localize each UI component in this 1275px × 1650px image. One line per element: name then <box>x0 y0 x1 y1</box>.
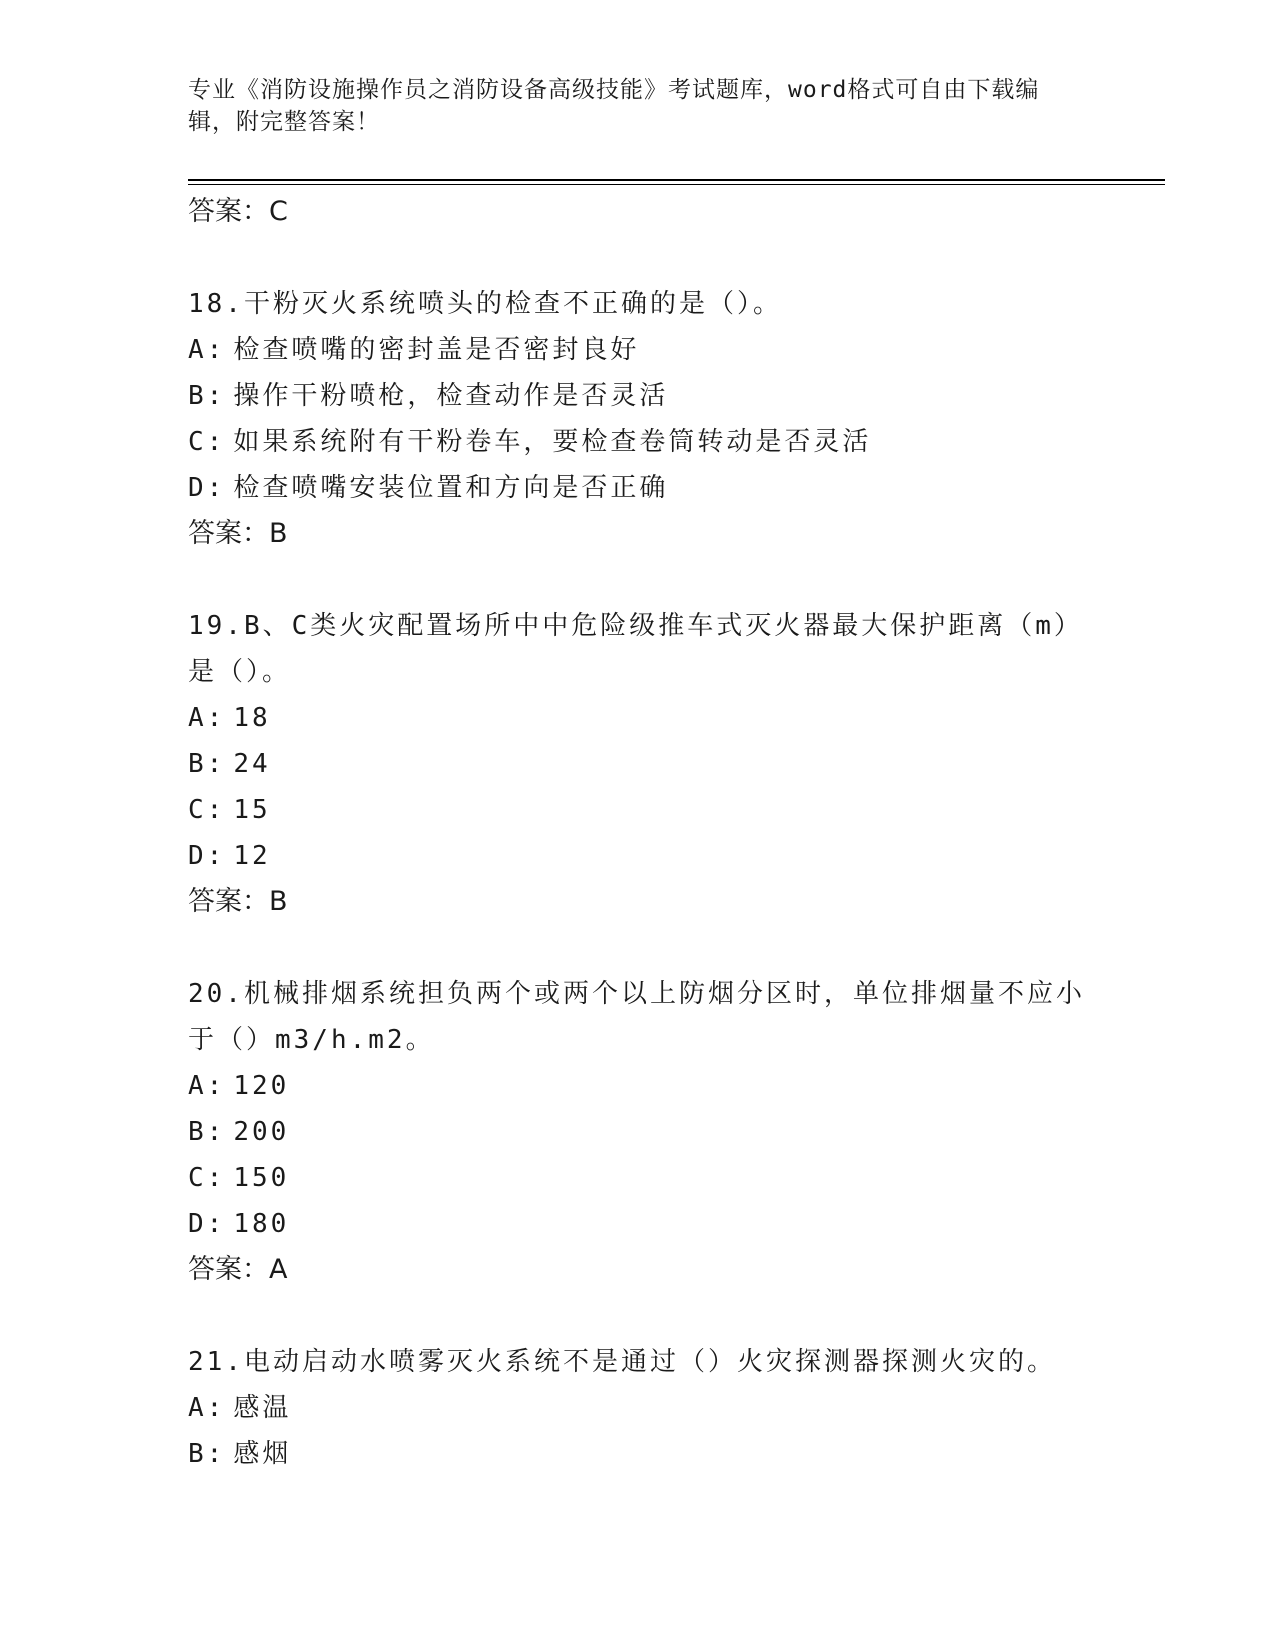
option-a <box>188 1385 1088 1431</box>
option-a <box>188 1063 1088 1109</box>
option-text: 24 <box>233 749 271 779</box>
document-header <box>188 74 1088 138</box>
option-b <box>188 373 1088 419</box>
question-stem: 18.干粉灭火系统喷头的检查不正确的是（）。 <box>188 289 782 319</box>
question-block <box>188 971 1088 1293</box>
option-c <box>188 419 1088 465</box>
option-letter: B: <box>188 381 226 411</box>
question-stem: 19.B、C类火灾配置场所中中危险级推车式灭火器最大保护距离（m） <box>188 611 1083 641</box>
option-b <box>188 1109 1088 1155</box>
question-stem: 21.电动启动水喷雾灭火系统不是通过（）火灾探测器探测火灾的。 <box>188 1347 1056 1377</box>
header-rule-thin <box>188 184 1165 185</box>
option-text: 感烟 <box>233 1439 292 1469</box>
option-text: 感温 <box>233 1393 292 1423</box>
option-letter: A: <box>188 703 226 733</box>
option-letter: B: <box>188 1439 226 1469</box>
option-text: 18 <box>233 703 271 733</box>
question-stem-continued: 是（）。 <box>188 657 292 687</box>
option-letter: C: <box>188 1163 226 1193</box>
spacer <box>188 1293 1088 1339</box>
option-d <box>188 1201 1088 1247</box>
option-c <box>188 1155 1088 1201</box>
option-d <box>188 833 1088 879</box>
option-text: 12 <box>233 841 271 871</box>
option-text: 如果系统附有干粉卷车，要检查卷筒转动是否灵活 <box>233 427 872 457</box>
previous-answer: 答案：C <box>188 196 288 227</box>
option-letter: D: <box>188 1209 226 1239</box>
header-line-1: 专业《消防设施操作员之消防设备高级技能》考试题库，word格式可自由下载编 <box>188 77 1040 103</box>
option-text: 操作干粉喷枪，检查动作是否灵活 <box>233 381 669 411</box>
question-list <box>188 189 1088 1477</box>
option-a <box>188 327 1088 373</box>
option-text: 15 <box>233 795 271 825</box>
option-text: 150 <box>233 1163 290 1193</box>
spacer <box>188 557 1088 603</box>
option-letter: A: <box>188 1393 226 1423</box>
question-block <box>188 1339 1088 1477</box>
option-text: 200 <box>233 1117 290 1147</box>
header-line-2: 辑，附完整答案！ <box>188 109 380 135</box>
option-letter: D: <box>188 473 226 503</box>
answer-line: 答案：B <box>188 886 288 917</box>
option-text: 120 <box>233 1071 290 1101</box>
question-block <box>188 603 1088 925</box>
option-letter: C: <box>188 795 226 825</box>
option-a <box>188 695 1088 741</box>
header-rule-thick <box>188 179 1165 181</box>
question-stem-continued: 于（）m3/h.m2。 <box>188 1025 435 1055</box>
option-text: 检查喷嘴的密封盖是否密封良好 <box>233 335 640 365</box>
option-letter: A: <box>188 335 226 365</box>
option-letter: D: <box>188 841 226 871</box>
answer-line: 答案：B <box>188 518 288 549</box>
option-b <box>188 741 1088 787</box>
answer-line: 答案：A <box>188 1254 288 1285</box>
question-block <box>188 281 1088 557</box>
option-b <box>188 1431 1088 1477</box>
option-letter: B: <box>188 1117 226 1147</box>
spacer <box>188 925 1088 971</box>
option-letter: A: <box>188 1071 226 1101</box>
spacer <box>188 235 1088 281</box>
option-c <box>188 787 1088 833</box>
option-text: 检查喷嘴安装位置和方向是否正确 <box>233 473 669 503</box>
option-text: 180 <box>233 1209 290 1239</box>
option-letter: B: <box>188 749 226 779</box>
option-d <box>188 465 1088 511</box>
question-stem: 20.机械排烟系统担负两个或两个以上防烟分区时，单位排烟量不应小 <box>188 979 1085 1009</box>
option-letter: C: <box>188 427 226 457</box>
